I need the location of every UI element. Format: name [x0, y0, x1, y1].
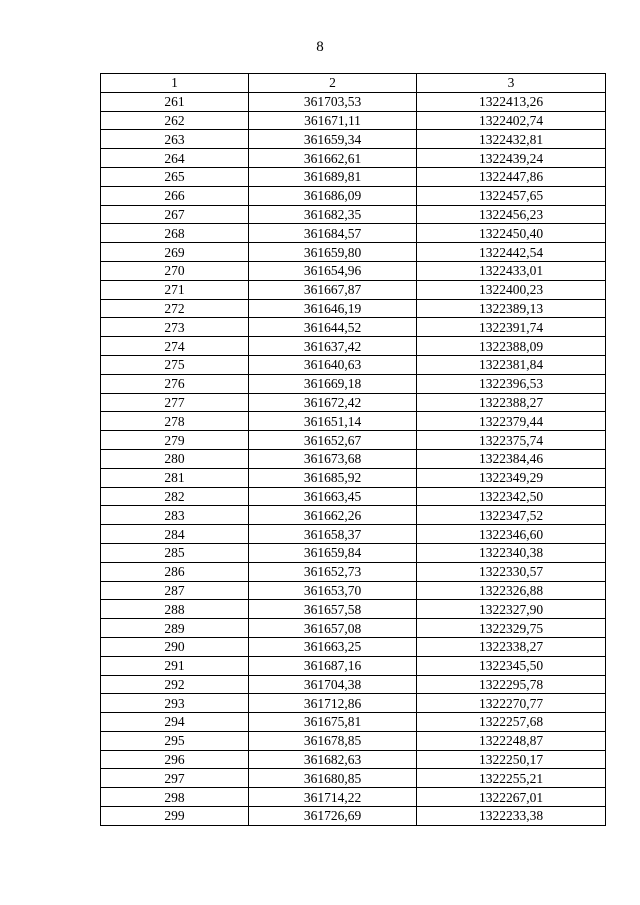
table-row [101, 506, 606, 525]
y-coordinate-cell: 1322330,57 [417, 562, 606, 581]
x-coordinate-cell: 361682,63 [249, 750, 417, 769]
table-row [101, 807, 606, 826]
y-coordinate-cell: 1322345,50 [417, 656, 606, 675]
x-coordinate-cell: 361712,86 [249, 694, 417, 713]
x-coordinate-cell: 361684,57 [249, 224, 417, 243]
x-coordinate-cell: 361646,19 [249, 299, 417, 318]
x-coordinate-cell: 361637,42 [249, 337, 417, 356]
table-row [101, 731, 606, 750]
table-row [101, 713, 606, 732]
page-number: 8 [316, 39, 324, 55]
point-number-cell: 281 [101, 468, 249, 487]
point-number-cell: 278 [101, 412, 249, 431]
point-number-cell: 268 [101, 224, 249, 243]
table-row [101, 374, 606, 393]
point-number-cell: 289 [101, 619, 249, 638]
table-row [101, 694, 606, 713]
point-number-cell: 287 [101, 581, 249, 600]
y-coordinate-cell: 1322338,27 [417, 637, 606, 656]
table-row [101, 337, 606, 356]
y-coordinate-cell: 1322329,75 [417, 619, 606, 638]
point-number-cell: 298 [101, 788, 249, 807]
table-row [101, 280, 606, 299]
table-row [101, 92, 606, 111]
table-row [101, 600, 606, 619]
x-coordinate-cell: 361653,70 [249, 581, 417, 600]
y-coordinate-cell: 1322342,50 [417, 487, 606, 506]
point-number-cell: 285 [101, 543, 249, 562]
y-coordinate-cell: 1322295,78 [417, 675, 606, 694]
table-row [101, 769, 606, 788]
table-row [101, 261, 606, 280]
table-row [101, 130, 606, 149]
x-coordinate-cell: 361671,11 [249, 111, 417, 130]
table-row [101, 750, 606, 769]
point-number-cell: 295 [101, 731, 249, 750]
point-number-cell: 264 [101, 149, 249, 168]
table-row [101, 543, 606, 562]
point-number-cell: 263 [101, 130, 249, 149]
table-row [101, 243, 606, 262]
table-row [101, 412, 606, 431]
table-row [101, 167, 606, 186]
x-coordinate-cell: 361640,63 [249, 355, 417, 374]
x-coordinate-cell: 361672,42 [249, 393, 417, 412]
x-coordinate-cell: 361644,52 [249, 318, 417, 337]
y-coordinate-cell: 1322340,38 [417, 543, 606, 562]
point-number-cell: 297 [101, 769, 249, 788]
x-coordinate-cell: 361657,58 [249, 600, 417, 619]
x-coordinate-cell: 361669,18 [249, 374, 417, 393]
y-coordinate-cell: 1322250,17 [417, 750, 606, 769]
x-coordinate-cell: 361680,85 [249, 769, 417, 788]
x-coordinate-cell: 361678,85 [249, 731, 417, 750]
x-coordinate-cell: 361726,69 [249, 807, 417, 826]
x-coordinate-cell: 361652,67 [249, 431, 417, 450]
y-coordinate-cell: 1322379,44 [417, 412, 606, 431]
y-coordinate-cell: 1322400,23 [417, 280, 606, 299]
y-coordinate-cell: 1322375,74 [417, 431, 606, 450]
x-coordinate-cell: 361652,73 [249, 562, 417, 581]
x-coordinate-cell: 361657,08 [249, 619, 417, 638]
x-coordinate-cell: 361685,92 [249, 468, 417, 487]
point-number-cell: 293 [101, 694, 249, 713]
table-row [101, 449, 606, 468]
table-row [101, 562, 606, 581]
x-coordinate-cell: 361714,22 [249, 788, 417, 807]
y-coordinate-cell: 1322270,77 [417, 694, 606, 713]
table-row [101, 788, 606, 807]
point-number-cell: 271 [101, 280, 249, 299]
y-coordinate-cell: 1322255,21 [417, 769, 606, 788]
x-coordinate-cell: 361704,38 [249, 675, 417, 694]
y-coordinate-cell: 1322389,13 [417, 299, 606, 318]
point-number-cell: 265 [101, 167, 249, 186]
y-coordinate-cell: 1322326,88 [417, 581, 606, 600]
x-coordinate-cell: 361662,61 [249, 149, 417, 168]
y-coordinate-cell: 1322257,68 [417, 713, 606, 732]
table-row [101, 637, 606, 656]
point-number-cell: 284 [101, 525, 249, 544]
point-number-cell: 286 [101, 562, 249, 581]
x-coordinate-cell: 361682,35 [249, 205, 417, 224]
y-coordinate-cell: 1322413,26 [417, 92, 606, 111]
y-coordinate-cell: 1322346,60 [417, 525, 606, 544]
x-coordinate-cell: 361667,87 [249, 280, 417, 299]
point-number-cell: 292 [101, 675, 249, 694]
column-header-3: 3 [417, 74, 606, 93]
point-number-cell: 269 [101, 243, 249, 262]
table-row [101, 224, 606, 243]
x-coordinate-cell: 361687,16 [249, 656, 417, 675]
y-coordinate-cell: 1322248,87 [417, 731, 606, 750]
y-coordinate-cell: 1322442,54 [417, 243, 606, 262]
y-coordinate-cell: 1322267,01 [417, 788, 606, 807]
table-header-row [101, 74, 606, 93]
point-number-cell: 262 [101, 111, 249, 130]
table-row [101, 431, 606, 450]
y-coordinate-cell: 1322439,24 [417, 149, 606, 168]
point-number-cell: 291 [101, 656, 249, 675]
table-row [101, 186, 606, 205]
point-number-cell: 277 [101, 393, 249, 412]
x-coordinate-cell: 361654,96 [249, 261, 417, 280]
y-coordinate-cell: 1322396,53 [417, 374, 606, 393]
y-coordinate-cell: 1322349,29 [417, 468, 606, 487]
table-row [101, 205, 606, 224]
point-number-cell: 288 [101, 600, 249, 619]
point-number-cell: 299 [101, 807, 249, 826]
point-number-cell: 273 [101, 318, 249, 337]
point-number-cell: 272 [101, 299, 249, 318]
coordinates-table [100, 73, 606, 826]
table-row [101, 675, 606, 694]
table-row [101, 355, 606, 374]
x-coordinate-cell: 361662,26 [249, 506, 417, 525]
table-row [101, 581, 606, 600]
point-number-cell: 280 [101, 449, 249, 468]
y-coordinate-cell: 1322432,81 [417, 130, 606, 149]
table-row [101, 656, 606, 675]
table-row [101, 468, 606, 487]
x-coordinate-cell: 361659,84 [249, 543, 417, 562]
point-number-cell: 282 [101, 487, 249, 506]
y-coordinate-cell: 1322381,84 [417, 355, 606, 374]
point-number-cell: 270 [101, 261, 249, 280]
x-coordinate-cell: 361675,81 [249, 713, 417, 732]
point-number-cell: 275 [101, 355, 249, 374]
point-number-cell: 267 [101, 205, 249, 224]
y-coordinate-cell: 1322384,46 [417, 449, 606, 468]
y-coordinate-cell: 1322433,01 [417, 261, 606, 280]
x-coordinate-cell: 361658,37 [249, 525, 417, 544]
x-coordinate-cell: 361659,80 [249, 243, 417, 262]
y-coordinate-cell: 1322447,86 [417, 167, 606, 186]
x-coordinate-cell: 361703,53 [249, 92, 417, 111]
x-coordinate-cell: 361686,09 [249, 186, 417, 205]
x-coordinate-cell: 361689,81 [249, 167, 417, 186]
y-coordinate-cell: 1322388,09 [417, 337, 606, 356]
table-row [101, 111, 606, 130]
table-row [101, 525, 606, 544]
column-header-1: 1 [101, 74, 249, 93]
y-coordinate-cell: 1322327,90 [417, 600, 606, 619]
y-coordinate-cell: 1322391,74 [417, 318, 606, 337]
y-coordinate-cell: 1322347,52 [417, 506, 606, 525]
table-row [101, 487, 606, 506]
y-coordinate-cell: 1322233,38 [417, 807, 606, 826]
x-coordinate-cell: 361659,34 [249, 130, 417, 149]
point-number-cell: 279 [101, 431, 249, 450]
x-coordinate-cell: 361663,45 [249, 487, 417, 506]
table-row [101, 318, 606, 337]
column-header-2: 2 [249, 74, 417, 93]
x-coordinate-cell: 361673,68 [249, 449, 417, 468]
table-row [101, 619, 606, 638]
x-coordinate-cell: 361663,25 [249, 637, 417, 656]
point-number-cell: 283 [101, 506, 249, 525]
y-coordinate-cell: 1322402,74 [417, 111, 606, 130]
table-row [101, 299, 606, 318]
point-number-cell: 294 [101, 713, 249, 732]
point-number-cell: 290 [101, 637, 249, 656]
x-coordinate-cell: 361651,14 [249, 412, 417, 431]
table-row [101, 149, 606, 168]
y-coordinate-cell: 1322456,23 [417, 205, 606, 224]
point-number-cell: 276 [101, 374, 249, 393]
point-number-cell: 266 [101, 186, 249, 205]
table-body [101, 92, 606, 825]
y-coordinate-cell: 1322388,27 [417, 393, 606, 412]
table-row [101, 393, 606, 412]
y-coordinate-cell: 1322450,40 [417, 224, 606, 243]
point-number-cell: 296 [101, 750, 249, 769]
point-number-cell: 274 [101, 337, 249, 356]
y-coordinate-cell: 1322457,65 [417, 186, 606, 205]
point-number-cell: 261 [101, 92, 249, 111]
